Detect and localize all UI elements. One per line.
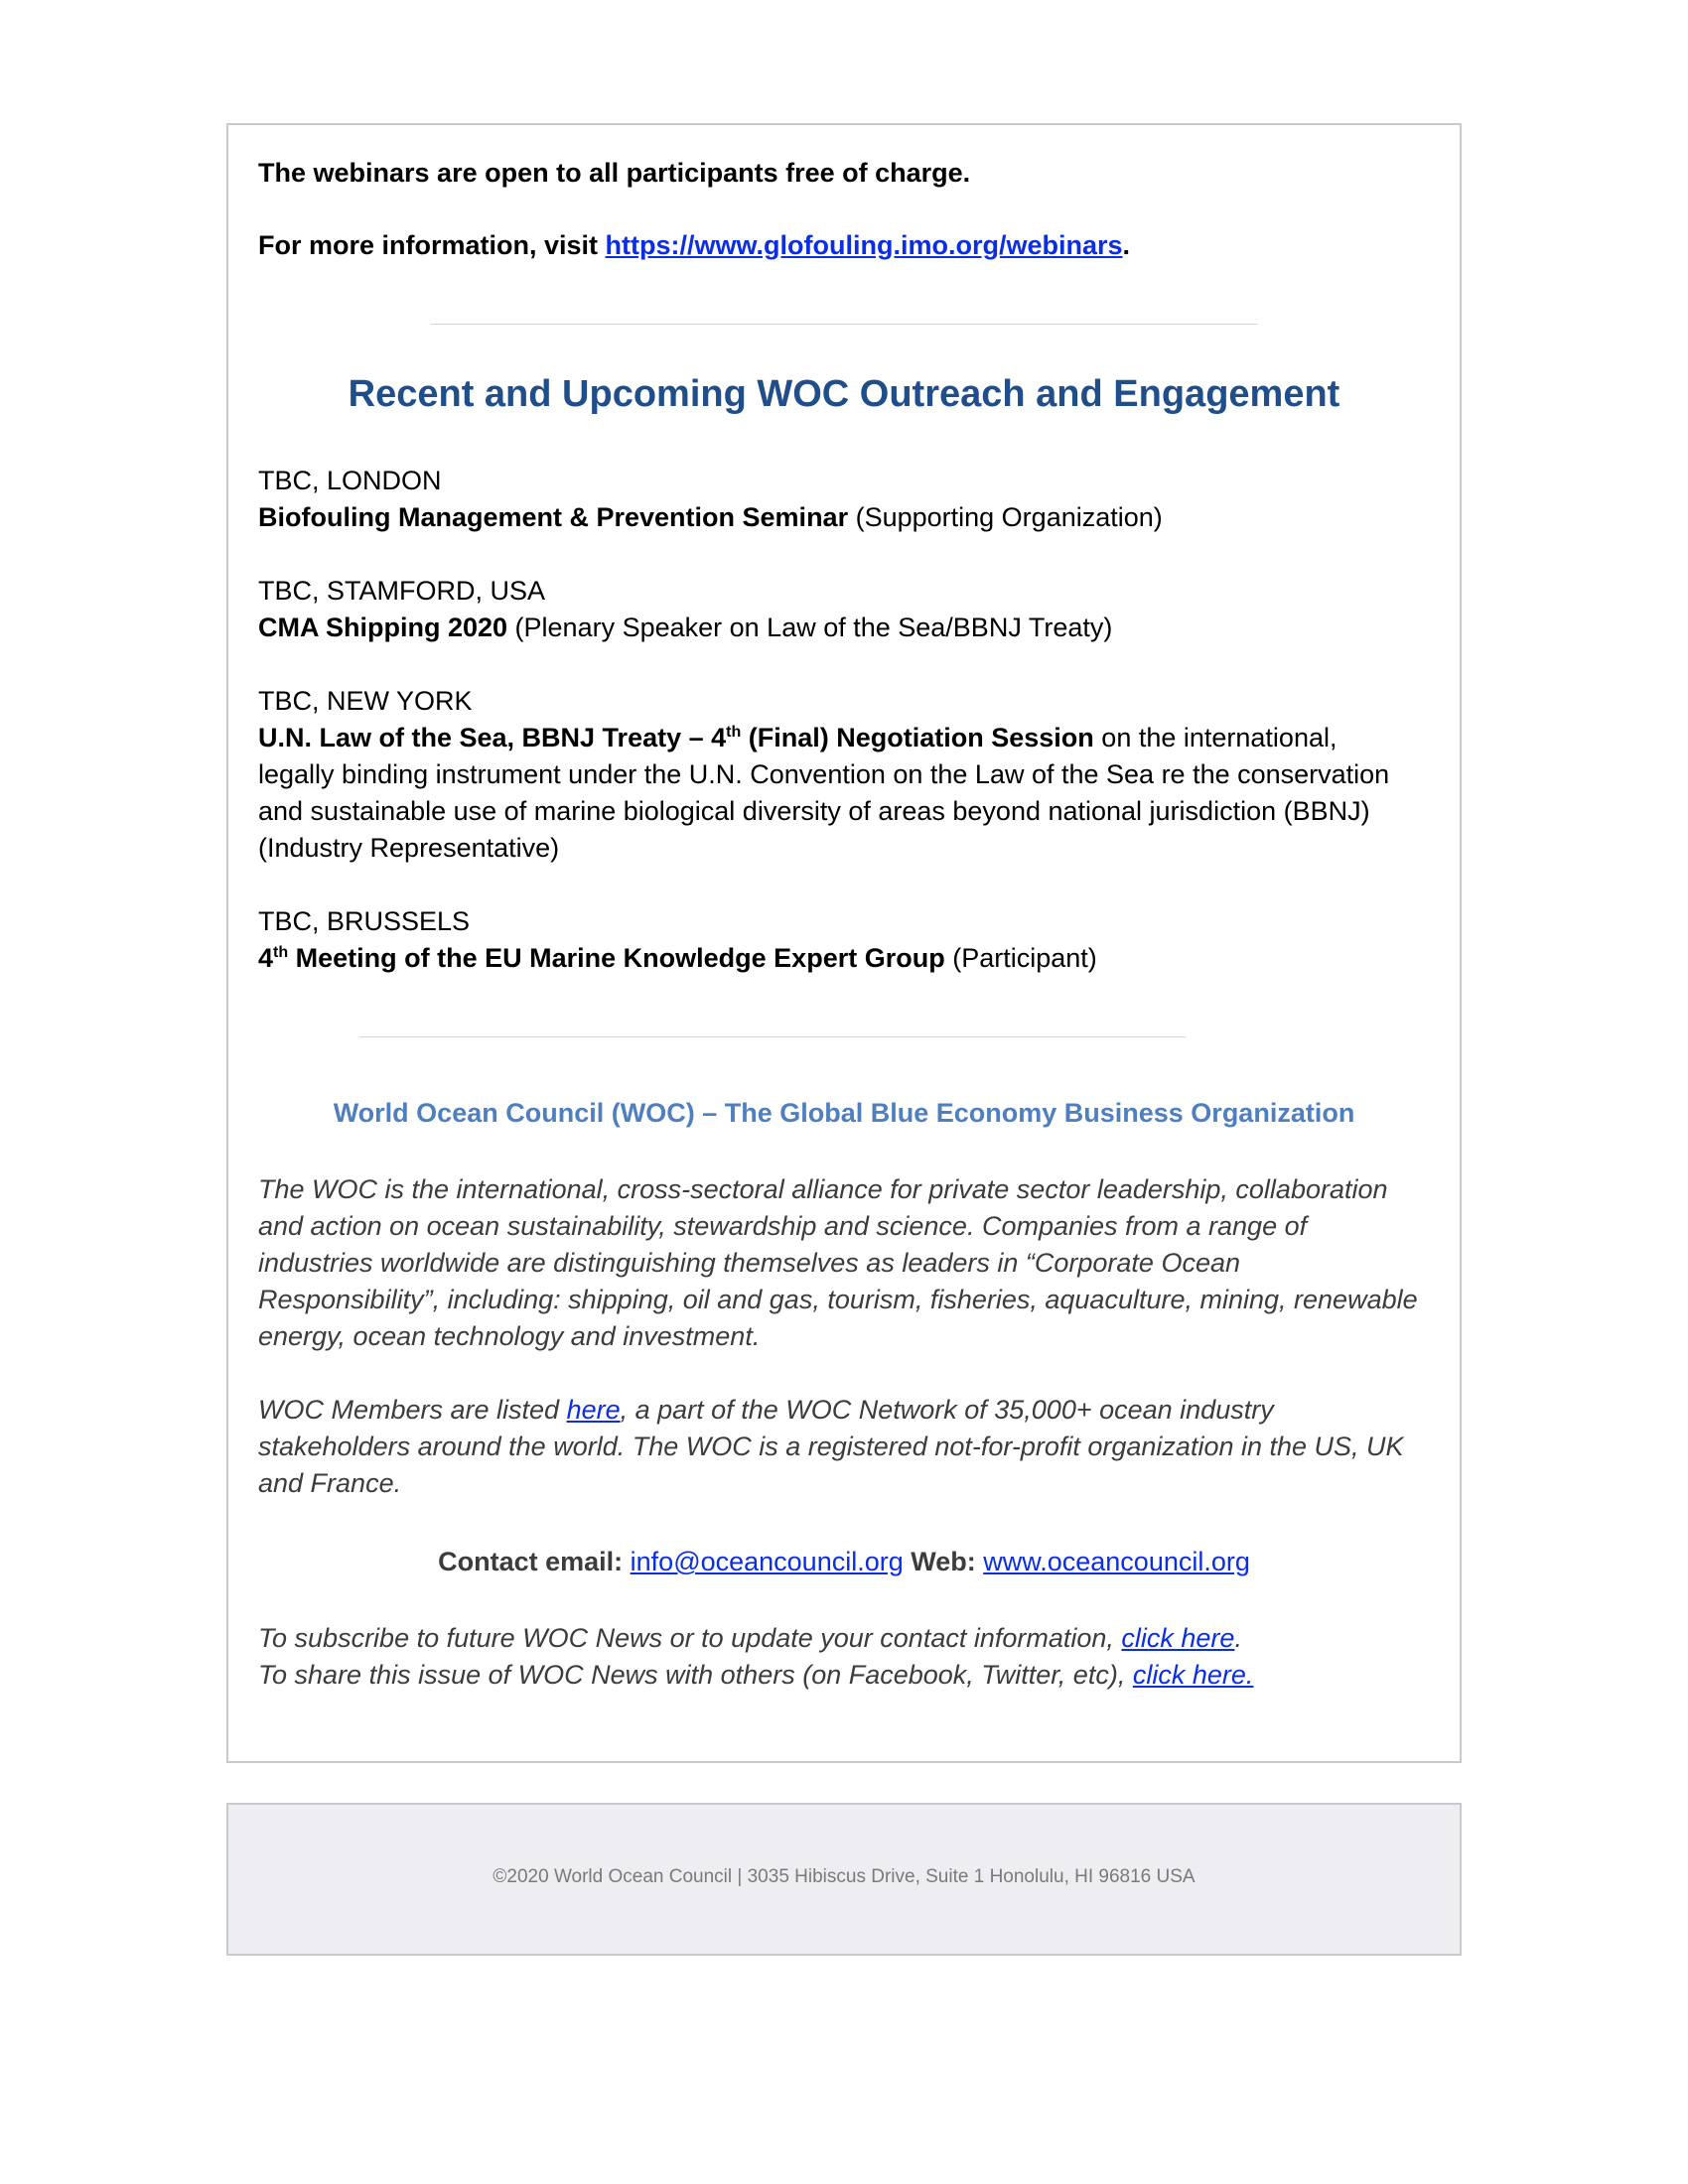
event-name-pre: U.N. Law of the Sea, BBNJ Treaty – 4 — [258, 723, 727, 752]
event-description — [258, 610, 1400, 646]
event-role: on the international, legally binding instrument under the U.N. Convention on the Law of the Sea re the conservation and sustainable use of marine biological diversity of areas beyond national jurisdiction (BBNJ) (Industry Representative) — [258, 723, 1390, 863]
subscribe-share-block — [258, 1620, 1420, 1694]
event-stamford — [258, 573, 1400, 646]
members-text-pre: WOC Members are listed — [258, 1395, 567, 1425]
website-link[interactable]: www.oceancouncil.org — [983, 1547, 1250, 1576]
event-location: TBC, LONDON — [258, 466, 442, 495]
webinar-free-text: The webinars are open to all participants free of charge. — [258, 158, 971, 188]
divider-middle — [359, 1036, 1186, 1037]
web-label: Web: — [903, 1547, 984, 1576]
event-name-sup: th — [273, 944, 289, 961]
members-text-post: , a part of the WOC Network of 35,000+ ocean industry stakeholders around the world. The WOC is a registered not-for-profit organization in the US, UK and France. — [258, 1395, 1404, 1498]
about-title: World Ocean Council (WOC) – The Global Blue Economy Business Organization — [333, 1098, 1355, 1128]
event-description — [258, 720, 1400, 867]
subscribe-suffix: . — [1234, 1623, 1242, 1653]
footer — [226, 1803, 1462, 1956]
footer-address: ©2020 World Ocean Council | 3035 Hibiscus Drive, Suite 1 Honolulu, HI 96816 USA — [492, 1866, 1196, 1887]
subscribe-text: To subscribe to future WOC News or to update your contact information, — [258, 1623, 1122, 1653]
event-name: Biofouling Management & Prevention Seminar — [258, 502, 849, 532]
event-role: (Supporting Organization) — [848, 502, 1163, 532]
event-role: (Plenary Speaker on Law of the Sea/BBNJ Treaty) — [507, 613, 1113, 642]
newsletter-content-box — [226, 123, 1462, 1763]
about-paragraph-2 — [258, 1392, 1420, 1502]
event-new-york — [258, 683, 1400, 867]
share-text: To share this issue of WOC News with others (on Facebook, Twitter, etc), — [258, 1660, 1133, 1690]
outreach-title: Recent and Upcoming WOC Outreach and Engagement — [348, 373, 1340, 415]
event-name — [258, 943, 945, 973]
about-paragraph-1: The WOC is the international, cross-sectoral alliance for private sector leadership, collaboration and action on ocean sustainability, stewardship and science. Companies from a range of industries worldwide are distinguishing themselves as leaders in “Corporate Ocean Responsibility”, including: shipping, oil and gas, tourism, fisheries, aquaculture, mining, renewable energy, ocean technology and investment. — [258, 1174, 1418, 1351]
event-role: (Participant) — [944, 943, 1097, 973]
event-london — [258, 463, 1400, 536]
event-name: CMA Shipping 2020 — [258, 613, 508, 642]
contact-line — [228, 1547, 1460, 1577]
event-name-post: (Final) Negotiation Session — [741, 723, 1094, 752]
event-location: TBC, STAMFORD, USA — [258, 576, 546, 606]
event-name-pre: 4 — [258, 943, 274, 973]
subscribe-click-here-link[interactable]: click here — [1121, 1623, 1235, 1653]
webinar-info-prefix: For more information, visit — [258, 230, 606, 260]
contact-email-label: Contact email: — [438, 1547, 631, 1576]
share-line — [258, 1657, 1420, 1694]
event-name-sup: th — [726, 724, 742, 741]
contact-email-link[interactable]: info@oceancouncil.org — [630, 1547, 904, 1576]
event-location: TBC, NEW YORK — [258, 686, 473, 716]
webinar-info-line — [258, 227, 1434, 264]
event-description — [258, 940, 1400, 977]
subscribe-line — [258, 1620, 1420, 1657]
event-name — [258, 723, 1094, 752]
share-click-here-link[interactable]: click here. — [1132, 1660, 1254, 1690]
event-name-post: Meeting of the EU Marine Knowledge Expert Group — [288, 943, 945, 973]
webinars-link[interactable]: https://www.glofouling.imo.org/webinars — [605, 230, 1123, 260]
webinar-info-suffix: . — [1122, 230, 1131, 260]
event-description — [258, 499, 1400, 536]
members-here-link[interactable]: here — [566, 1395, 621, 1425]
divider-top — [431, 324, 1257, 325]
event-location: TBC, BRUSSELS — [258, 906, 471, 936]
webinar-section — [258, 155, 1434, 264]
event-brussels — [258, 903, 1400, 977]
